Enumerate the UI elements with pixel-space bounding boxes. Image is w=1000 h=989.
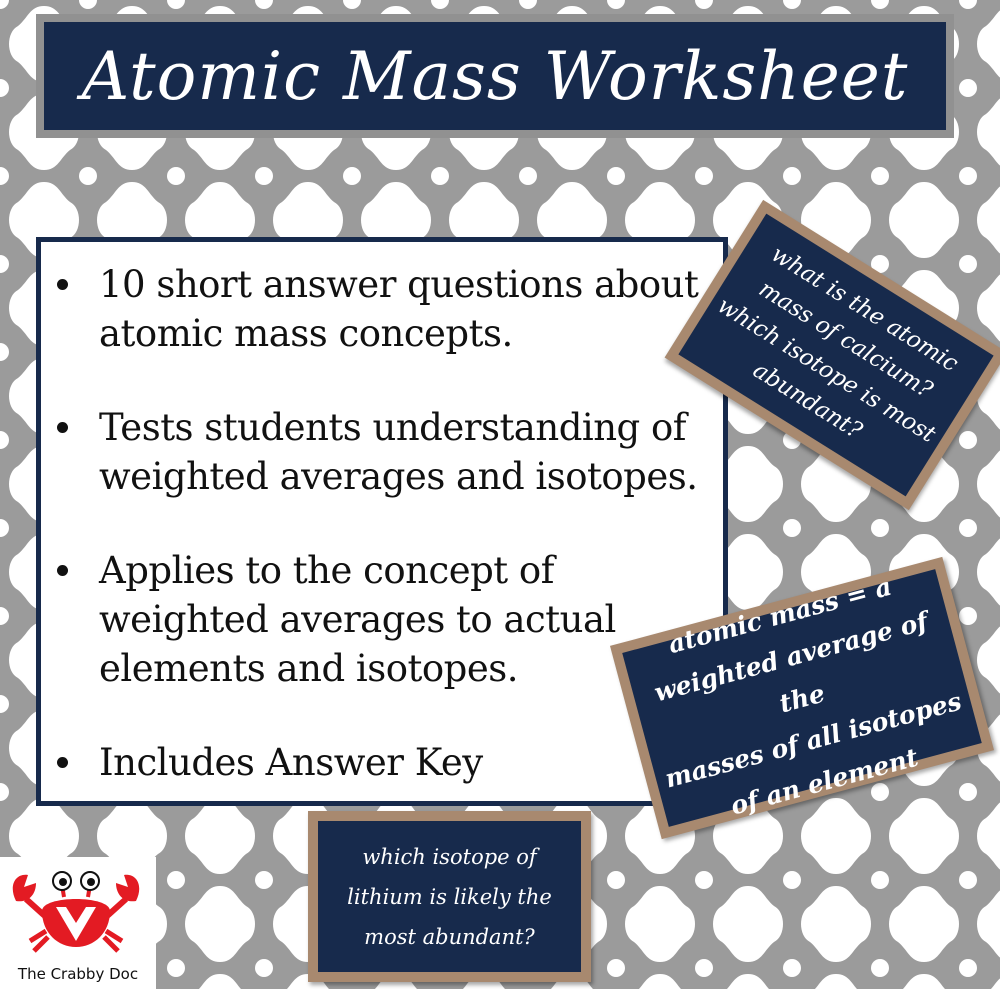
bullet-item [41,403,723,501]
bullet-text: 10 short answer questions about atomic mass concepts. [99,263,699,355]
bullet-text: Applies to the concept of weighted averages to actual elements and isotopes. [99,549,616,690]
title-banner-inner [44,22,946,130]
bullet-item [41,260,723,358]
title-banner [36,14,954,138]
bullet-dot-icon [57,757,68,768]
brand-name: The Crabby Doc [17,965,139,983]
bullet-dot-icon [57,279,68,290]
bullet-card [36,237,728,806]
crab-icon [6,861,146,959]
chalkboard-surface [318,821,581,972]
brand-logo [0,857,156,989]
chalkboard-text: atomic mass = a weighted average of the masses of all isotopes of an element [651,571,965,821]
page-title: Atomic Mass Worksheet [81,37,909,115]
bullet-list [41,260,723,787]
bullet-dot-icon [57,422,68,433]
bullet-item [41,738,723,787]
bullet-text: Tests students understanding of weighted averages and isotopes. [99,406,698,498]
bullet-dot-icon [57,565,68,576]
chalkboard-text: what is the atomic mass of calcium? which isotope is most abundant? [712,241,963,449]
chalkboard-text: which isotope of lithium is likely the most abundant? [347,844,552,949]
bullet-text: Includes Answer Key [99,741,483,784]
chalkboard-lithium-question [308,811,591,982]
